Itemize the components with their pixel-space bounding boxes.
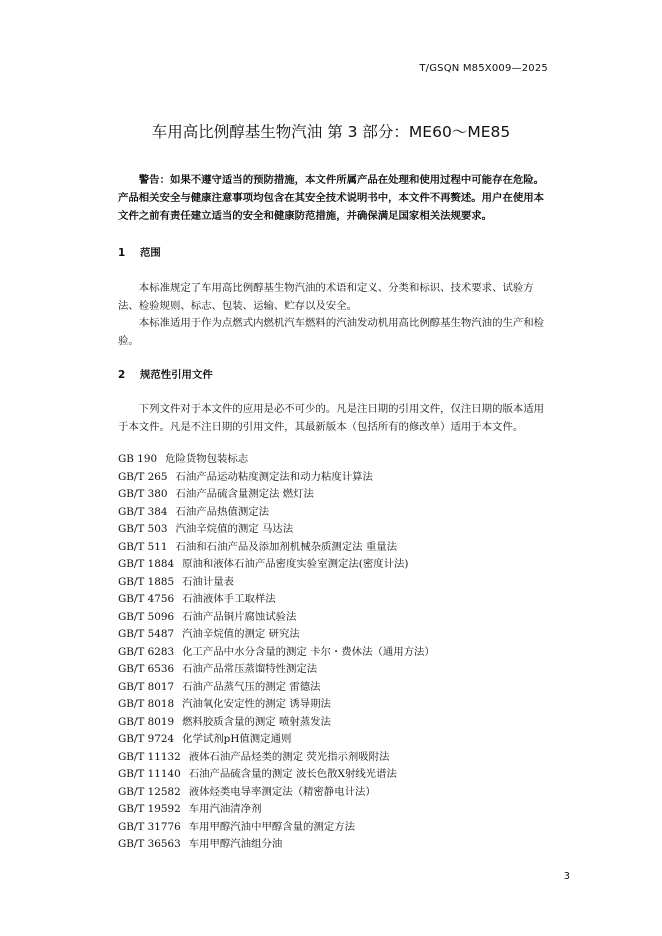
reference-item — [118, 801, 435, 819]
reference-title: 原油和液体石油产品密度实验室测定法(密度计法) — [182, 558, 409, 570]
page-title: 车用高比例醇基生物汽油 第 3 部分：ME60～ME85 — [151, 123, 511, 141]
section-number: 1 — [118, 247, 126, 259]
reference-code: GB/T 9724 — [118, 733, 175, 745]
reference-item — [118, 784, 435, 802]
reference-title: 车用甲醇汽油中甲醇含量的测定方法 — [188, 820, 355, 833]
reference-code: GB/T 511 — [118, 540, 168, 553]
reference-title: 燃料胶质含量的测定 喷射蒸发法 — [182, 715, 331, 728]
reference-item — [118, 521, 435, 539]
reference-title: 石油产品蒸气压的测定 雷德法 — [182, 680, 321, 693]
reference-title: 危险货物包装标志 — [165, 453, 249, 465]
reference-title: 石油产品硫含量的测定 波长色散X射线光谱法 — [188, 768, 397, 780]
reference-code: GB/T 8019 — [118, 715, 175, 728]
reference-code: GB/T 36563 — [118, 838, 181, 850]
references-intro: 下列文件对于本文件的应用是必不可少的。凡是注日期的引用文件，仅注日期的版本适用于本文件。凡是不注日期的引用文件，其最新版本（包括所有的修改单）适用于本文件。 — [118, 403, 545, 433]
section-title: 规范性引用文件 — [140, 369, 213, 381]
reference-title: 化工产品中水分含量的测定 卡尔・费休法（通用方法） — [182, 645, 435, 658]
reference-code: GB 190 — [118, 453, 158, 465]
reference-item — [118, 574, 435, 592]
reference-item — [118, 644, 435, 662]
section-heading-references — [118, 366, 213, 381]
reference-item — [118, 591, 435, 609]
reference-code: GB/T 503 — [118, 523, 168, 535]
reference-item — [118, 661, 435, 679]
reference-code: GB/T 5096 — [118, 610, 175, 623]
reference-title: 车用甲醇汽油组分油 — [188, 838, 283, 850]
reference-title: 化学试剂pH值测定通则 — [182, 733, 292, 745]
reference-item — [118, 539, 435, 557]
reference-item — [118, 486, 435, 504]
reference-code: GB/T 1885 — [118, 575, 175, 588]
reference-title: 车用汽油清净剂 — [188, 803, 262, 815]
document-code: T/GSQN M85X009—2025 — [419, 63, 548, 74]
reference-item — [118, 749, 435, 767]
reference-title: 石油产品硫含量测定法 燃灯法 — [175, 488, 314, 500]
reference-code: GB/T 6536 — [118, 663, 175, 675]
reference-title: 石油产品热值测定法 — [175, 505, 270, 518]
reference-code: GB/T 384 — [118, 505, 168, 518]
section-title: 范围 — [140, 247, 161, 259]
reference-item — [118, 766, 435, 784]
reference-code: GB/T 1884 — [118, 558, 175, 570]
reference-item — [118, 626, 435, 644]
reference-item — [118, 696, 435, 714]
reference-item — [118, 469, 435, 487]
reference-title: 石油液体手工取样法 — [182, 593, 276, 605]
reference-title: 石油和石油产品及添加剂机械杂质测定法 重量法 — [175, 540, 398, 553]
reference-title: 汽油辛烷值的测定 马达法 — [175, 523, 294, 535]
reference-item — [118, 679, 435, 697]
reference-list — [118, 451, 435, 854]
reference-code: GB/T 31776 — [118, 820, 181, 833]
reference-code: GB/T 380 — [118, 488, 168, 500]
reference-item — [118, 819, 435, 837]
scope-paragraph-2: 本标准适用于作为点燃式内燃机汽车燃料的汽油发动机用高比例醇基生物汽油的生产和检验。 — [118, 317, 545, 347]
reference-item — [118, 504, 435, 522]
reference-item — [118, 609, 435, 627]
reference-code: GB/T 19592 — [118, 803, 181, 815]
reference-title: 汽油辛烷值的测定 研究法 — [182, 628, 300, 640]
reference-item — [118, 451, 435, 469]
reference-code: GB/T 8018 — [118, 698, 175, 710]
reference-title: 石油产品常压蒸馏特性测定法 — [182, 663, 318, 675]
reference-title: 石油产品运动粘度测定法和动力粘度计算法 — [175, 470, 373, 483]
reference-code: GB/T 11140 — [118, 768, 181, 780]
reference-title: 石油产品铜片腐蚀试验法 — [182, 610, 297, 623]
reference-item — [118, 836, 435, 854]
reference-title: 液体石油产品烃类的测定 荧光指示剂吸附法 — [188, 750, 390, 763]
reference-item — [118, 556, 435, 574]
warning-notice: 警告：如果不遵守适当的预防措施，本文件所属产品在处理和使用过程中可能存在危险。产品相关安全与健康注意事项均包含在其安全技术说明书中，本文件不再赘述。用户在使用本文件之前有责任建立适当的安全和健康防范措施，并确保满足国家相关法规要求。 — [118, 174, 545, 222]
reference-title: 汽油氧化安定性的测定 诱导期法 — [182, 698, 331, 710]
reference-title: 液体烃类电导率测定法（精密静电计法） — [188, 785, 376, 798]
reference-code: GB/T 11132 — [118, 750, 181, 763]
reference-code: GB/T 5487 — [118, 628, 175, 640]
scope-paragraph-1: 本标准规定了车用高比例醇基生物汽油的术语和定义、分类和标识、技术要求、试验方法、检验规则、标志、包装、运输、贮存以及安全。 — [118, 282, 534, 312]
reference-title: 石油计量表 — [182, 575, 235, 588]
reference-code: GB/T 8017 — [118, 680, 175, 693]
reference-item — [118, 731, 435, 749]
section-heading-scope — [118, 244, 161, 259]
reference-item — [118, 714, 435, 732]
page-number: 3 — [563, 871, 570, 882]
reference-code: GB/T 4756 — [118, 593, 175, 605]
reference-code: GB/T 12582 — [118, 785, 181, 798]
reference-code: GB/T 265 — [118, 470, 168, 483]
reference-code: GB/T 6283 — [118, 645, 175, 658]
section-number: 2 — [118, 369, 126, 381]
